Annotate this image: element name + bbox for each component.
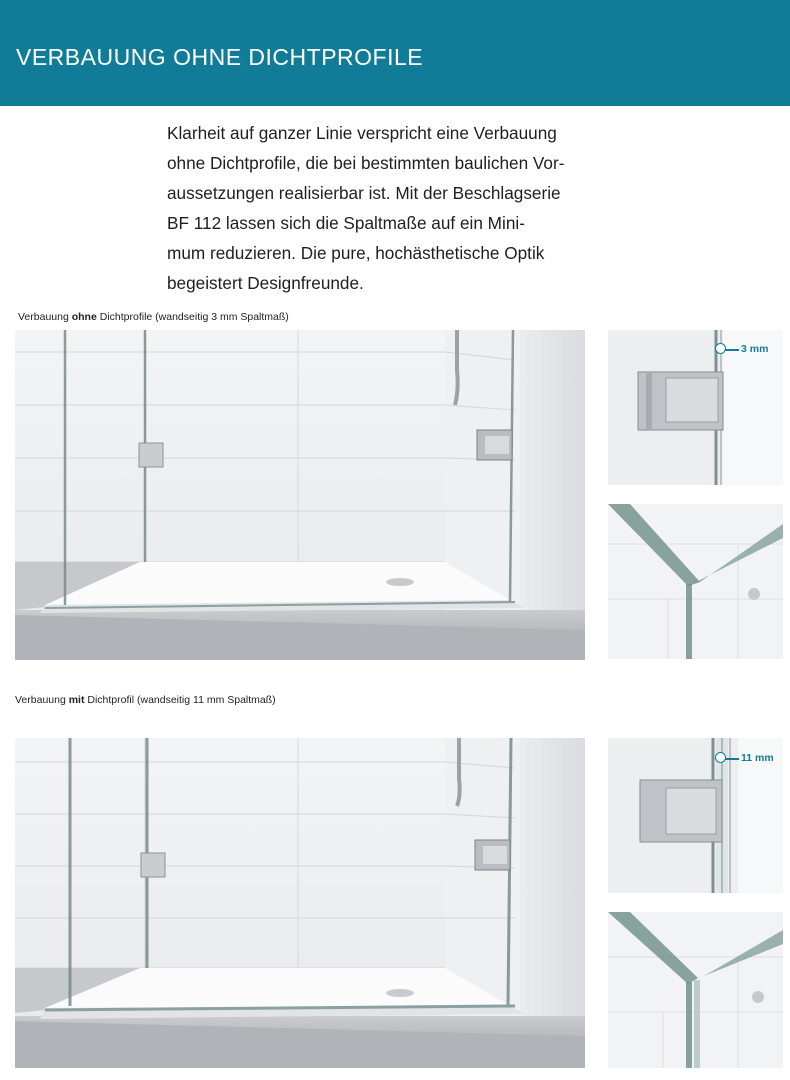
shower-illustration (15, 738, 585, 1068)
gap-indicator-dot (715, 752, 726, 763)
intro-line: begeistert Designfreunde. (167, 273, 364, 293)
intro-line: Klarheit auf ganzer Linie verspricht eine Verbauung (167, 123, 557, 143)
caption-emphasis: ohne (71, 311, 97, 323)
glass-corner-illustration (608, 504, 783, 659)
glass-corner-illustration (608, 912, 783, 1068)
shower-photo-without-seal (15, 330, 585, 660)
intro-paragraph (167, 118, 637, 298)
gap-label-3mm: 3 mm (741, 343, 769, 355)
caption-text: Dichtprofil (wandseitig 11 mm Spaltmaß) (84, 694, 276, 706)
intro-line: ohne Dichtprofile, die bei bestimmten baulichen Vor- (167, 153, 565, 173)
caption-with-seal (15, 694, 276, 706)
shower-illustration (15, 330, 585, 660)
gap-label-11mm: 11 mm (741, 752, 774, 764)
caption-without-seal (18, 311, 289, 323)
caption-text: Verbauung (18, 311, 72, 323)
gap-indicator-dot (715, 343, 726, 354)
caption-text: Dichtprofile (wandseitig 3 mm Spaltmaß) (96, 311, 289, 323)
glass-corner-photo-with-seal (608, 912, 783, 1068)
shower-photo-with-seal (15, 738, 585, 1068)
caption-text: Verbauung (15, 694, 69, 706)
header-banner (0, 0, 790, 106)
intro-line: mum reduzieren. Die pure, hochästhetische Optik (167, 243, 545, 263)
glass-corner-photo-without-seal (608, 504, 783, 659)
page-title: VERBAUUNG OHNE DICHTPROFILE (16, 44, 424, 70)
intro-line: BF 112 lassen sich die Spaltmaße auf ein Mini- (167, 213, 525, 233)
intro-line: aussetzungen realisierbar ist. Mit der Beschlagserie (167, 183, 561, 203)
caption-emphasis: mit (68, 694, 85, 706)
